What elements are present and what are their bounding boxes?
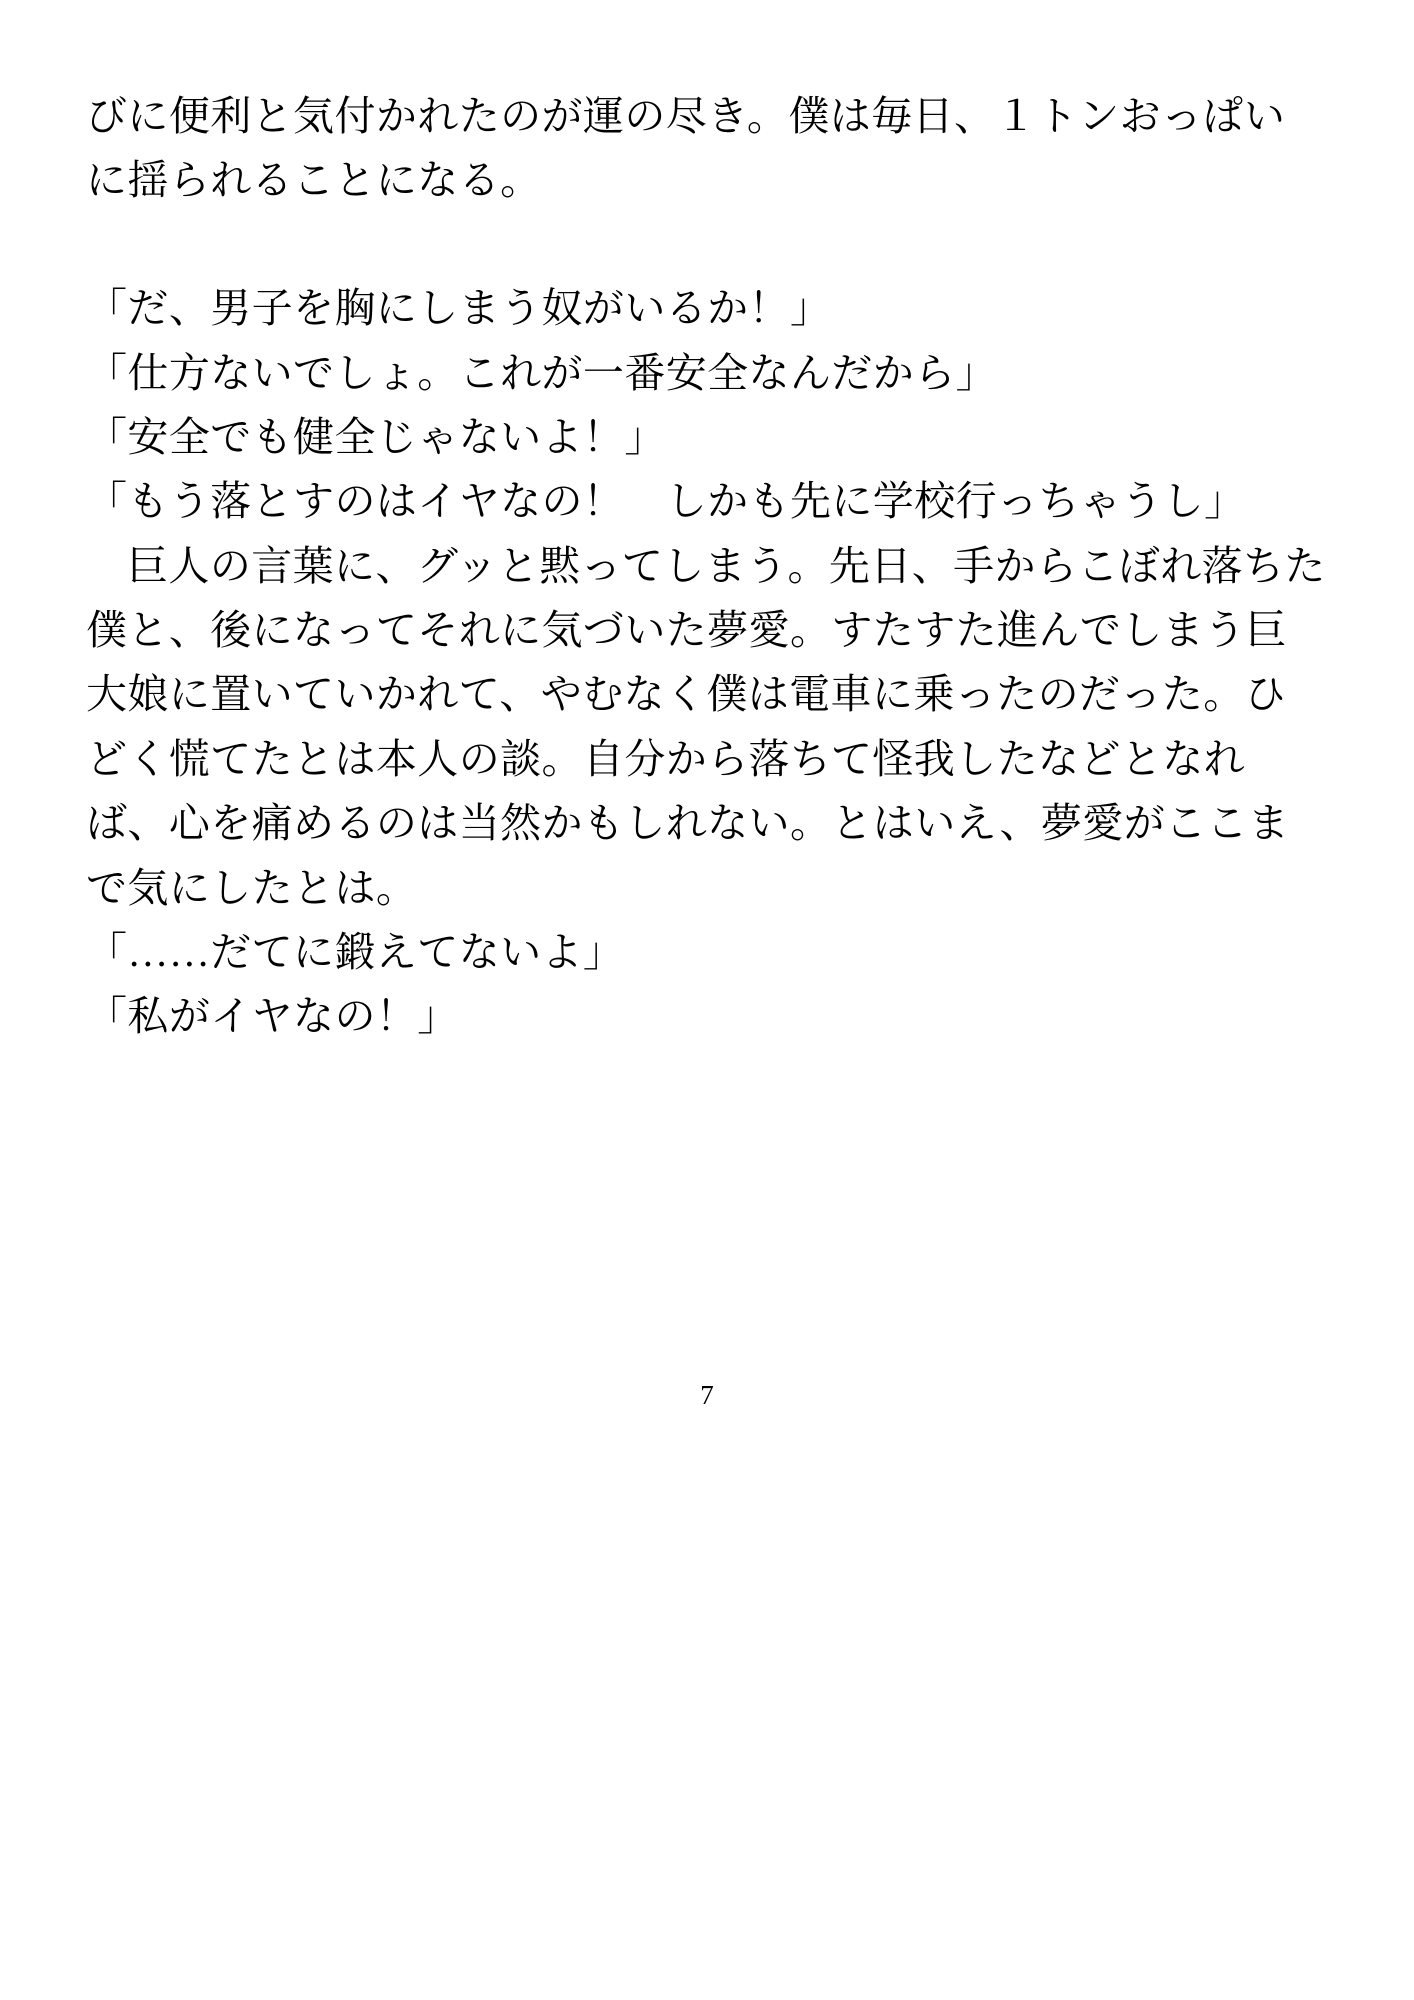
page-text-body	[86, 84, 1326, 1049]
paragraph-spacer	[86, 213, 1326, 277]
paragraph-opening: びに便利と気付かれたのが運の尽き。僕は毎日、１トンおっぱいに揺られることになる。	[86, 93, 1286, 204]
dialogue-line-4: 「もう落とすのはイヤなの！ しかも先に学校行っちゃうし」	[86, 478, 1246, 525]
page-number: 7	[700, 1380, 714, 1410]
dialogue-line-1: 「だ、男子を胸にしまう奴がいるか！」	[86, 285, 832, 332]
paragraph-narration: 巨人の言葉に、グッと黙ってしまう。先日、手からこぼれ落ちた僕と、後になってそれに気づいた夢愛。すたすた進んでしまう巨大娘に置いていかれて、やむなく僕は電車に乗ったのだった。ひどく慌てたとは本人の談。自分から落ちて怪我したなどとなれば、心を痛めるのは当然かもしれない。とはいえ、夢愛がここまで気にしたとは。	[86, 542, 1326, 911]
dialogue-line-5: 「……だてに鍛えてないよ」	[86, 928, 625, 975]
dialogue-line-2: 「仕方ないでしょ。これが一番安全なんだから」	[86, 349, 998, 396]
dialogue-line-6: 「私がイヤなの！」	[86, 993, 459, 1040]
dialogue-line-3: 「安全でも健全じゃないよ！」	[86, 413, 666, 460]
